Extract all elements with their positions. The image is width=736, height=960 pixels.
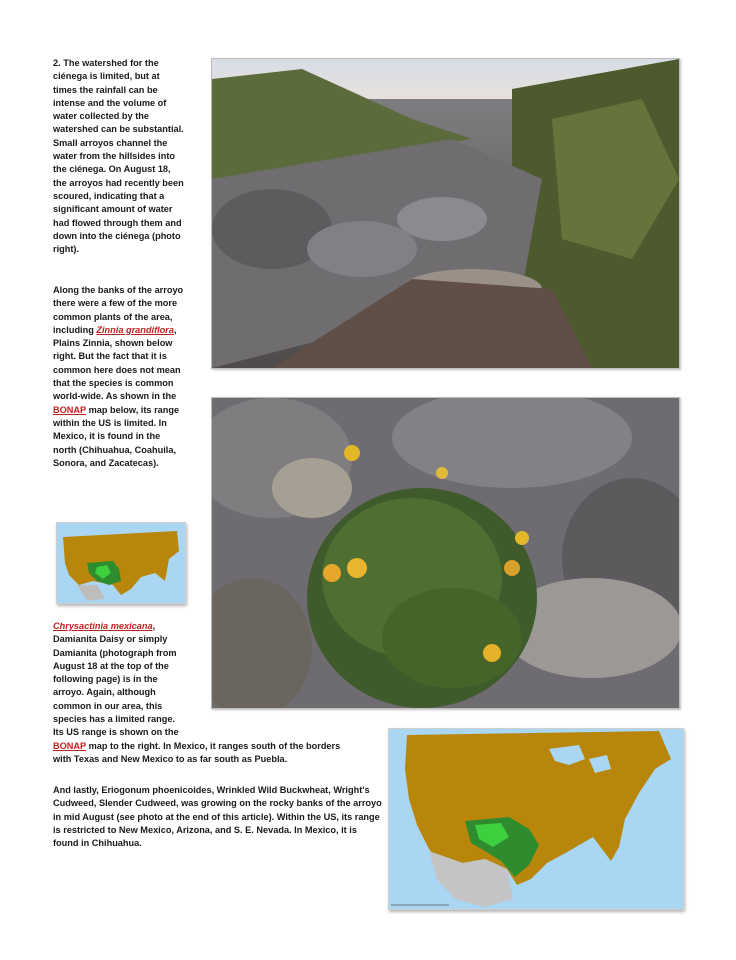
p3-text-b: map to the right. In Mexico, it ranges south of the borders with Texas and New Mexico to as far south as Puebla. xyxy=(53,740,341,764)
p2-text-a: Along the banks of the arroyo there were a few of the more common plants of the area, including xyxy=(53,285,184,335)
zinnia-range-map xyxy=(56,522,186,604)
paragraph-watershed-text: 2. The watershed for the ciénega is limited, but at times the rainfall can be intense and the volume of water collected by the watershed can be substantial. Small arroyos channel the water from the hillsides into the ciénega. On August 18, the arroyos had recently been scoured, indicating that a significant amount of water had flowed through them and down into the ciénega (photo right). xyxy=(53,58,184,255)
p2-text-c: map below, its range within the US is limited. In Mexico, it is found in the north (Chihuahua, Coahuila, Sonora, and Zacatecas). xyxy=(53,404,180,468)
p3-text-a: , Damianita Daisy or simply Damianita (photograph from August 18 at the top of the following page) is in the arroyo. Again, although common in our area, this species has a limited range. Its US range is shown on the xyxy=(53,621,179,738)
bonap-link-2[interactable]: BONAP xyxy=(53,740,87,751)
p2-text-b: , Plains Zinnia, shown below right. But the fact that it is common here does not mean that the species is common world-wide. As shown in the xyxy=(53,324,181,402)
chrysactinia-link[interactable]: Chrysactinia mexicana xyxy=(53,621,153,631)
bonap-link-1[interactable]: BONAP xyxy=(53,404,87,415)
chrysactinia-range-map xyxy=(388,728,684,910)
paragraph-arroyo-banks xyxy=(53,284,185,470)
paragraph-watershed xyxy=(53,57,185,256)
zinnia-photo xyxy=(211,397,680,709)
paragraph-eriogonum xyxy=(53,784,383,850)
arroyo-photo xyxy=(211,58,680,369)
zinnia-link[interactable]: Zinnia grandiflora xyxy=(96,324,174,335)
paragraph-eriogonum-text: And lastly, Eriogonum phoenicoides, Wrinkled Wild Buckwheat, Wright's Cudweed, Slender Cudweed, was growing on the rocky banks of the arroyo in mid August (see photo at the end of this article). Within the US, its range is restricted to New Mexico, Arizona, and S. E. Nevada. In Mexico, it is found in Chihuahua. xyxy=(53,785,382,849)
